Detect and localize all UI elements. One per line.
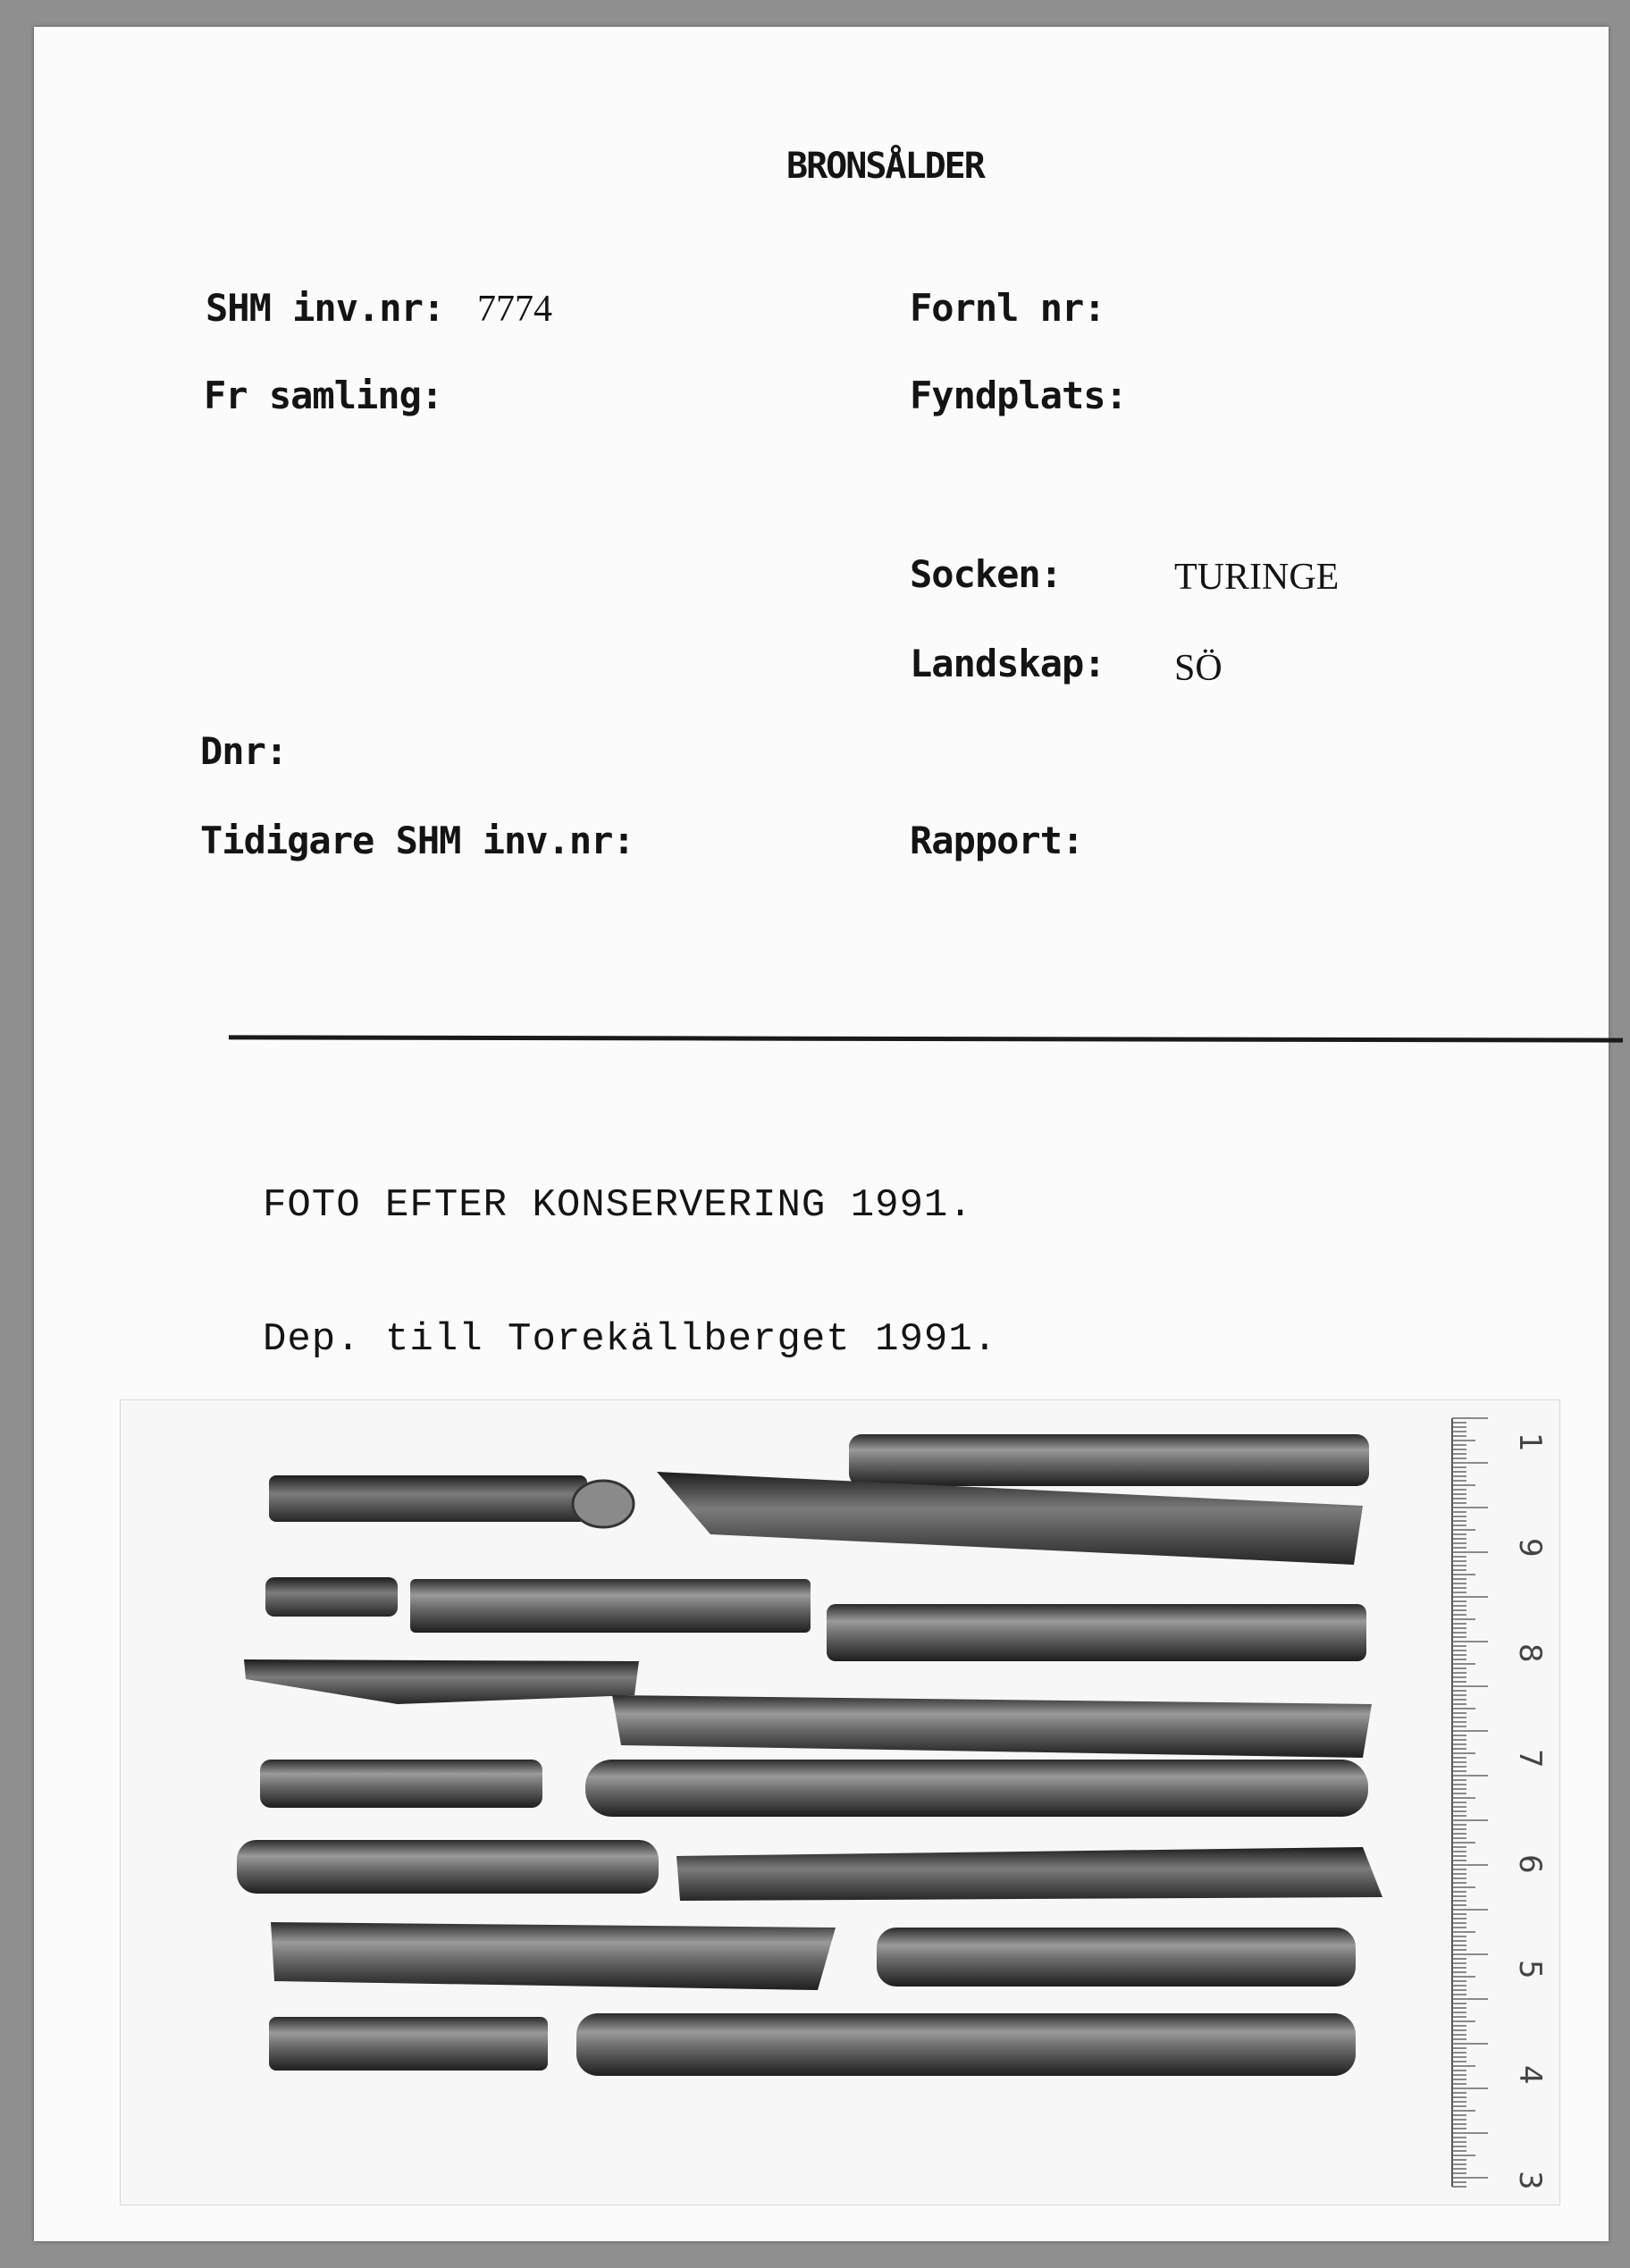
shm-inv-value: 7774 (477, 289, 552, 330)
artifact-fragments-image (121, 1400, 1559, 2205)
fragment-7 (827, 1604, 1366, 1661)
fragment-6 (410, 1579, 811, 1633)
fragment-2 (849, 1434, 1369, 1486)
fragment-12 (237, 1840, 659, 1894)
ruler-label: 6 (1512, 1854, 1548, 1874)
note-line-1: FOTO EFTER KONSERVERING 1991. (263, 1183, 973, 1228)
scale-ruler (1452, 1418, 1488, 2187)
fragment-16 (269, 2017, 548, 2071)
rapport-label: Rapport: (910, 819, 1084, 862)
fragment-15 (877, 1928, 1356, 1987)
catalog-card (34, 27, 1609, 2241)
card-title: BRONSÅLDER (786, 146, 984, 187)
fragment-14 (271, 1922, 836, 1990)
ruler-label: 5 (1512, 1960, 1548, 1979)
ruler-label: 8 (1512, 1643, 1548, 1663)
fragment-17 (576, 2013, 1356, 2076)
fragment-8 (244, 1659, 639, 1704)
tidigare-label: Tidigare SHM inv.nr: (200, 819, 634, 862)
ruler-label: 1 (1512, 1432, 1548, 1452)
ruler-label: 3 (1512, 2171, 1548, 2190)
fr-samling-label: Fr samling: (204, 374, 443, 417)
fragment-3 (573, 1481, 634, 1527)
fragment-11 (585, 1760, 1368, 1817)
fornl-label: Fornl nr: (910, 286, 1105, 330)
note-line-2: Dep. till Torekällberget 1991. (263, 1317, 998, 1362)
ruler-label: 4 (1512, 2065, 1548, 2085)
ruler-label: 9 (1512, 1538, 1548, 1558)
dnr-label: Dnr: (200, 729, 288, 773)
landskap-label: Landskap: (910, 642, 1105, 685)
socken-value: TURINGE (1174, 557, 1340, 598)
fragment-10 (260, 1760, 542, 1808)
artifact-photo (120, 1399, 1560, 2205)
ruler-label: 7 (1512, 1749, 1548, 1768)
fragment-13 (676, 1847, 1382, 1901)
fragment-5 (265, 1577, 398, 1617)
shm-inv-label: SHM inv.nr: (206, 286, 445, 330)
fyndplats-label: Fyndplats: (910, 374, 1127, 417)
landskap-value: SÖ (1174, 648, 1222, 689)
fragment-1 (269, 1475, 587, 1522)
socken-label: Socken: (910, 552, 1063, 596)
fragment-9 (612, 1695, 1372, 1758)
divider-line (229, 1035, 1623, 1042)
